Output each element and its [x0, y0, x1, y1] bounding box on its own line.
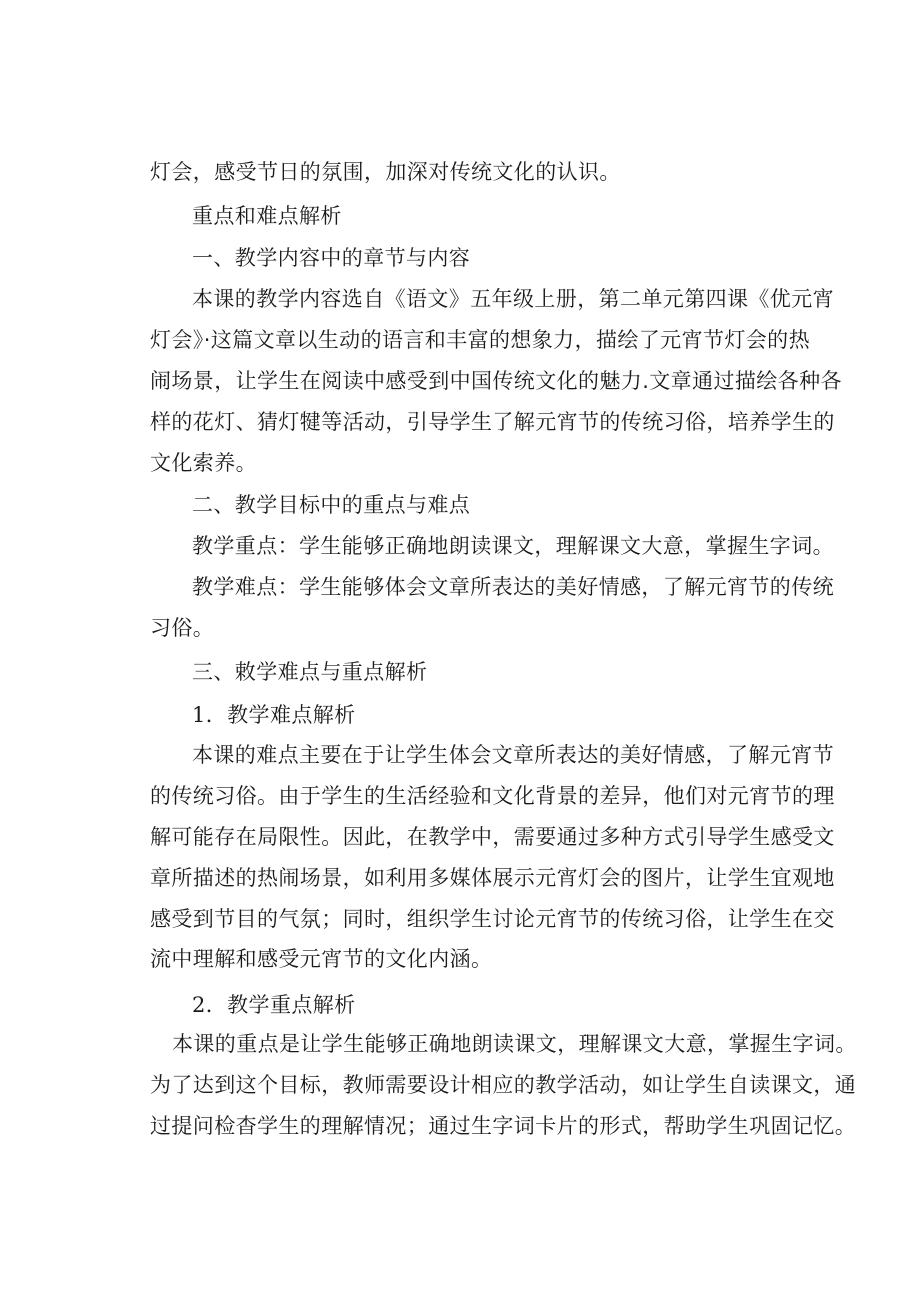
paragraph-line: 解可能存在局限性。因此，在教学中，需要通过多种方式引导学生感受文: [150, 825, 835, 849]
paragraph-line: 章所描述的热闹场景，如利用多媒体展示元宵灯会的图片，让学生宜观地: [150, 866, 835, 890]
section-heading: 一、教学内容中的章节与内容: [192, 246, 471, 270]
paragraph-line: 闹场景，让学生在阅读中感受到中国传统文化的魅力.文章通过描绘各种各: [150, 369, 842, 393]
paragraph-line: 样的花灯、猜灯犍等活动，引导学生了解元宵节的传统习俗，培养学生的: [150, 410, 835, 434]
paragraph-line: 灯会》·这篇文章以生动的语言和丰富的想象力，描绘了元宵节灯会的热: [150, 328, 810, 352]
paragraph-line: 教学难点：学生能够体会文章所表达的美好情感，了解元宵节的传统: [192, 575, 834, 599]
subsection-heading: 2．教学重点解析: [192, 993, 356, 1017]
section-heading: 重点和难点解析: [192, 204, 342, 228]
paragraph-line: 本课的重点是让学生能够正确地朗读课文，理解课文大意，掌握生字词。: [172, 1032, 857, 1056]
paragraph-line: 文化索养。: [150, 451, 257, 475]
paragraph-line: 为了达到这个目标，教师需要设计相应的教学活动，如让学生自读课文，通: [150, 1073, 857, 1097]
paragraph-line: 流中理解和感受元宵节的文化内涵。: [150, 947, 493, 971]
paragraph-line: 感受到节目的气氛；同时，组织学生讨论元宵节的传统习俗，让学生在交: [150, 907, 835, 931]
paragraph-line: 的传统习俗。由于学生的生活经验和文化背景的差异，他们对元宵节的理: [150, 784, 835, 808]
paragraph-line: 本课的难点主要在于让学生体会文章所表达的美好情感，了解元宵节: [192, 743, 834, 767]
paragraph-line: 灯会，感受节日的氛围，加深对传统文化的认识。: [150, 160, 621, 184]
paragraph-line: 本课的教学内容选自《语文》五年级上册，第二单元第四课《优元宵: [192, 287, 834, 311]
section-heading: 二、教学目标中的重点与难点: [192, 493, 471, 517]
paragraph-line: 教学重点：学生能够正确地朗读课文，理解课文大意，掌握生字词。: [192, 534, 834, 558]
paragraph-line: 过提问检杳学生的理解情况；通过生字词卡片的形式，帮助学生巩固记忆。: [150, 1114, 857, 1138]
section-heading: 三、敕学难点与重点解析: [192, 660, 428, 684]
subsection-heading: 1．教学难点解析: [192, 703, 356, 727]
paragraph-line: 习俗。: [150, 616, 215, 640]
